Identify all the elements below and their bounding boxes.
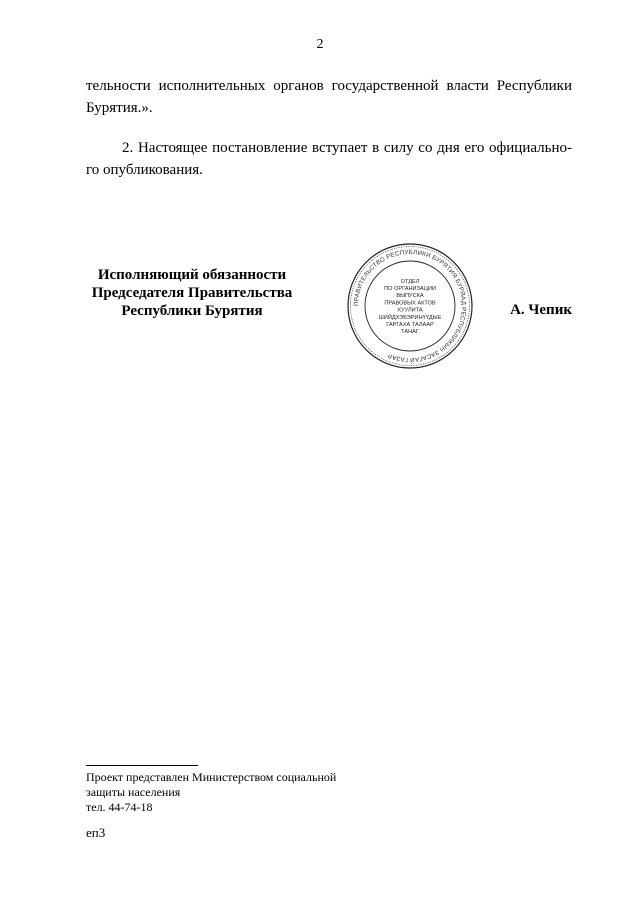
footnote-divider (86, 765, 198, 766)
paragraph-1-line-2: Бурятия.». (86, 100, 153, 116)
paragraph-2-line-2: го опубликования. (86, 162, 203, 178)
paragraph-2-line-1: 2. Настоящее постановление вступает в силу со дня его официально- (122, 140, 572, 156)
signatory-position-line-2: Председателя Правительства (91, 285, 293, 301)
paragraph-1-line-1: тельности исполнительных органов государственной власти Республики (86, 78, 572, 94)
page-number: 2 (316, 37, 324, 52)
seal-ring-text: ПРАВИТЕЛЬСТВО РЕСПУБЛИКИ БУРЯТИЯ БУРЯАД РЕСПУБЛИКЫН ЗАСАГАЙ ГАЗАР (352, 248, 468, 364)
paragraph-1 (86, 75, 572, 119)
footnote-line-3: тел. 44-74-18 (86, 800, 153, 814)
seal-center-line: ВЫПУСКА (396, 293, 424, 300)
paragraph-2 (86, 137, 572, 181)
svg-text:ПРАВИТЕЛЬСТВО РЕСПУБЛИКИ БУРЯТ (353, 249, 467, 364)
official-seal (346, 242, 474, 370)
signatory-position (72, 266, 312, 320)
footnote-line-2: защиты населения (86, 785, 181, 799)
seal-center-line: ХУУЛИТА (397, 307, 423, 314)
signatory-position-line-3: Республики Бурятия (121, 303, 263, 319)
seal-center-line: ПРАВОВЫХ АКТОВ (384, 300, 436, 307)
footnote-line-1: Проект представлен Министерством социальной (86, 770, 337, 784)
seal-center-line: ТАНАГ (401, 329, 419, 336)
seal-center-line: ШИЙДХЭБЭРИНҮҮДЫЕ (378, 314, 442, 321)
seal-center-line: ПО ОРГАНИЗАЦИИ (384, 286, 436, 292)
document-code: еп3 (86, 825, 106, 840)
signatory-name: А. Чепик (510, 302, 572, 318)
signatory-position-line-1: Исполняющий обязанности (97, 267, 287, 283)
footnote (86, 770, 386, 815)
seal-center-line: ОТДЕЛ (400, 278, 420, 285)
seal-center-line: ГАРГАХА ТАЛААР (386, 322, 434, 328)
